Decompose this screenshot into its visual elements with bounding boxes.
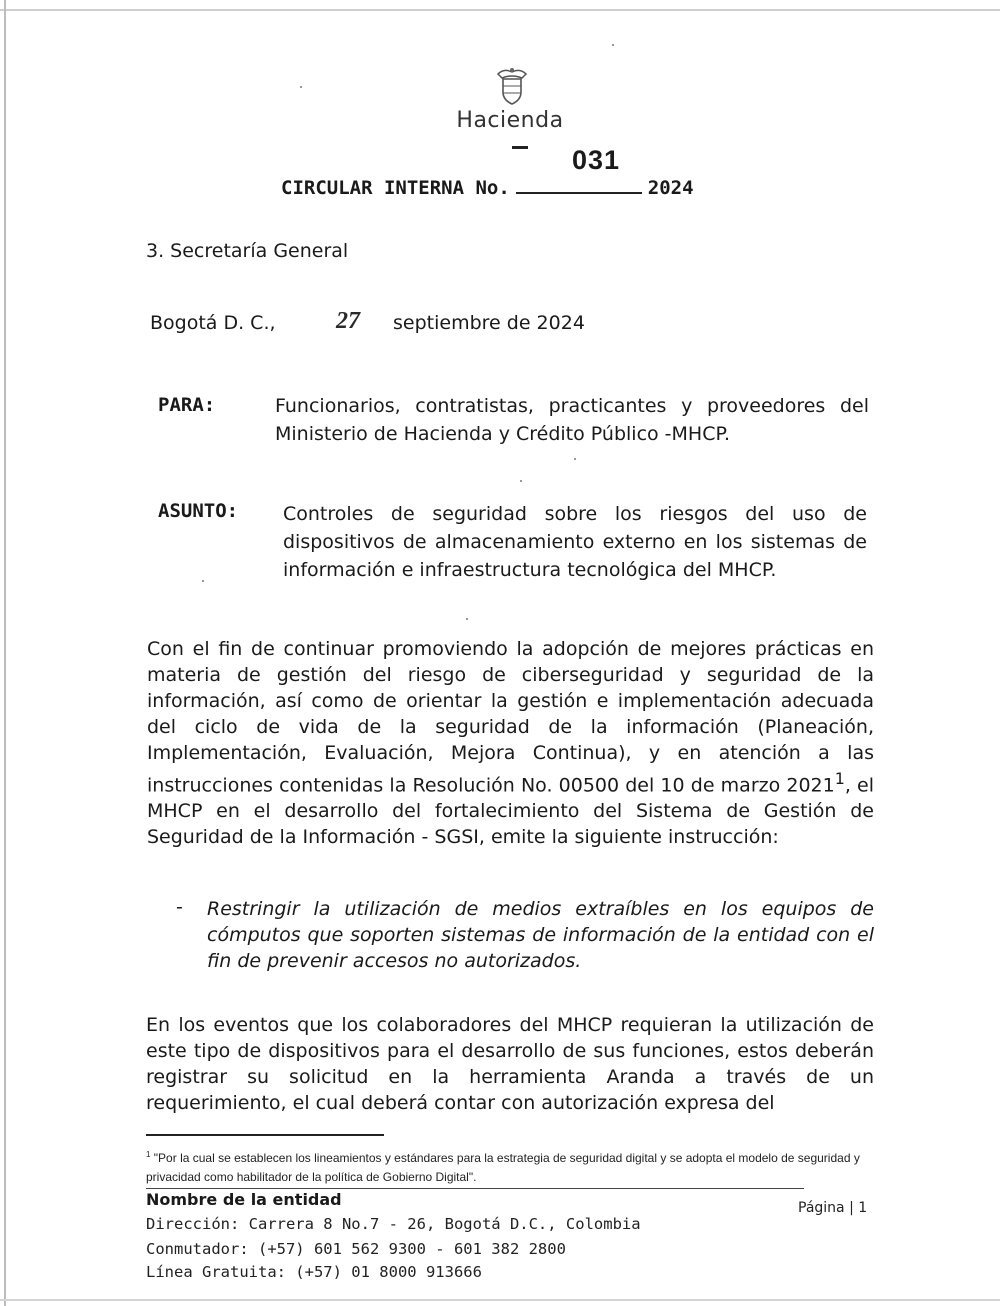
circular-title-prefix: CIRCULAR INTERNA No. — [281, 177, 510, 199]
paragraph-1-continuation: , el MHCP en el desarrollo del fortalecimiento del Sistema de Gestión de Seguridad de la Información - SGSI, emite la siguiente instrucción: — [147, 774, 874, 849]
footnote-text: "Por la cual se establecen los lineamientos y estándares para la estrategia de seguridad digital y se adopta el modelo de seguridad y privacidad como habilitador de la política de Gobierno Digital". — [146, 1151, 860, 1184]
date-month-year: septiembre de 2024 — [393, 312, 585, 334]
paragraph-1-text: Con el fin de continuar promoviendo la adopción de mejores prácticas en materia de gestión del riesgo de ciberseguridad y seguridad de la información, así como de orientar la gestión e implementación adecuada del ciclo de vida de la seguridad de la información (Planeación, Implementación, Evaluación, Mejora Continua), y en atención a las instrucciones contenidas la Resolución No. 00500 del 10 de marzo 2021 — [147, 638, 874, 797]
footer-entity-name: Nombre de la entidad — [146, 1190, 342, 1209]
footnote — [146, 1145, 876, 1187]
footer-address: Dirección: Carrera 8 No.7 - 26, Bogotá D.C., Colombia — [146, 1215, 641, 1233]
bullet-dash: - — [176, 896, 183, 918]
logo-divider — [512, 146, 528, 149]
date-city: Bogotá D. C., — [150, 312, 276, 334]
to-recipients: Funcionarios, contratistas, practicantes y proveedores del Ministerio de Hacienda y Crédito Público -MHCP. — [275, 395, 869, 445]
footer-toll-free: Línea Gratuita: (+57) 01 8000 913666 — [146, 1263, 482, 1281]
scan-speck — [466, 618, 468, 620]
entity-logo-text: Hacienda — [456, 108, 564, 133]
subject-text: Controles de seguridad sobre los riesgos del uso de dispositivos de almacenamiento externo en los sistemas de información e infraestructura tecnológica del MHCP. — [283, 503, 867, 581]
scan-edge-bottom — [0, 1299, 1000, 1301]
body-paragraph-2: En los eventos que los colaboradores del MHCP requieran la utilización de este tipo de dispositivos para el desarrollo de sus funciones, estos deberán registrar su solicitud en la herramienta Aranda a través de un requerimiento, el cual deberá contar con autorización expresa del — [146, 1014, 874, 1114]
date-day-handwritten: 27 — [336, 308, 360, 334]
page-number: Página | 1 — [798, 1200, 868, 1216]
footer-phone: Conmutador: (+57) 601 562 9300 - 601 382 2800 — [146, 1240, 566, 1258]
coat-of-arms-icon — [494, 66, 530, 108]
footnote-separator — [146, 1134, 384, 1136]
footnote-marker: 1 — [146, 1150, 151, 1159]
number-blank-line — [516, 191, 642, 194]
scan-speck — [202, 580, 204, 582]
circular-title — [281, 177, 694, 199]
scan-edge-top — [0, 9, 1000, 11]
footnote-reference: 1 — [834, 769, 845, 788]
scan-speck — [574, 458, 576, 460]
instruction-bullet: Restringir la utilización de medios extraíbles en los equipos de cómputos que soporten sistemas de información de la entidad con el fin de prevenir accesos no autorizados. — [207, 898, 874, 972]
to-label: PARA: — [158, 394, 216, 416]
body-paragraph-1 — [147, 636, 874, 850]
circular-number: 031 — [572, 145, 621, 175]
scan-speck — [300, 86, 302, 88]
circular-year: 2024 — [647, 177, 694, 199]
scan-speck — [520, 480, 522, 482]
scan-edge-left — [4, 0, 6, 1306]
issuing-dependency: 3. Secretaría General — [146, 240, 349, 262]
subject-label: ASUNTO: — [158, 500, 239, 522]
scan-speck — [612, 44, 614, 46]
footer-separator — [146, 1188, 804, 1189]
